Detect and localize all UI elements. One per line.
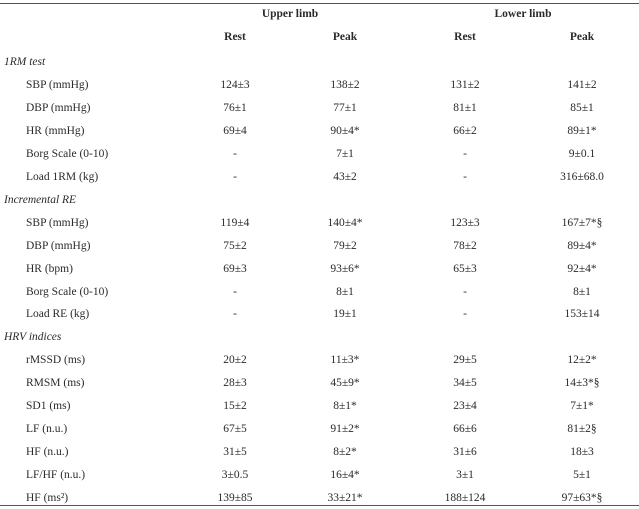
- row-label: Borg Scale (0-10): [26, 147, 109, 160]
- table-row: [0, 258, 639, 280]
- table-cell: 67±5: [223, 423, 247, 436]
- row-label: HR (bpm): [26, 262, 73, 275]
- row-label: SBP (mmHg): [26, 78, 89, 91]
- table-cell: 76±1: [223, 101, 247, 114]
- table-cell: -: [233, 147, 237, 160]
- table-cell: 23±4: [453, 400, 477, 413]
- table-cell: 15±2: [223, 400, 247, 413]
- table-row: [0, 120, 639, 142]
- table-cell: 43±2: [333, 170, 357, 183]
- table-cell: 81±2§: [567, 423, 597, 436]
- table-row: [0, 235, 639, 257]
- table-cell: -: [233, 308, 237, 321]
- row-label: LF (n.u.): [26, 423, 68, 436]
- table-cell: 79±2: [333, 239, 357, 252]
- row-label: HR (mmHg): [26, 124, 85, 137]
- table-cell: 8±2*: [333, 446, 357, 459]
- bottom-rule: [0, 505, 639, 506]
- row-label: SBP (mmHg): [26, 216, 89, 229]
- section-row: [0, 51, 639, 73]
- table-cell: 19±1: [333, 308, 357, 321]
- table-cell: -: [463, 147, 467, 160]
- table-row: [0, 212, 639, 234]
- row-label: HF (ms²): [26, 492, 69, 505]
- table-cell: -: [463, 285, 467, 298]
- row-label: DBP (mmHg): [26, 101, 91, 114]
- table-row: [0, 464, 639, 486]
- row-label: Load RE (kg): [26, 308, 90, 321]
- table-cell: 93±6*: [330, 262, 360, 275]
- table-cell: 7±1*: [570, 400, 594, 413]
- subheader-lower-rest: Rest: [454, 31, 476, 43]
- table-cell: 91±2*: [330, 423, 360, 436]
- table-cell: 97±63*§: [561, 492, 603, 505]
- table-cell: 12±2*: [567, 354, 597, 367]
- row-label: RMSM (ms): [26, 377, 85, 390]
- table-cell: 153±14: [564, 308, 600, 321]
- table-cell: 81±1: [453, 101, 477, 114]
- table-cell: 90±4*: [330, 124, 360, 137]
- table-cell: 78±2: [453, 239, 477, 252]
- table-cell: 66±6: [453, 423, 477, 436]
- group-header-lower-limb: Lower limb: [494, 8, 552, 20]
- row-label: rMSSD (ms): [26, 354, 86, 367]
- table-cell: 34±5: [453, 377, 477, 390]
- table-row: [0, 74, 639, 96]
- table-cell: 141±2: [567, 78, 597, 91]
- table-cell: 124±3: [220, 78, 250, 91]
- subheader-upper-peak: Peak: [332, 31, 358, 43]
- table-cell: 16±4*: [330, 469, 360, 482]
- table-cell: 85±1: [570, 101, 594, 114]
- table-cell: -: [463, 170, 467, 183]
- table-cell: 65±3: [453, 262, 477, 275]
- table-cell: 119±4: [220, 216, 250, 229]
- table-cell: 188±124: [444, 492, 486, 505]
- table-cell: 31±5: [223, 446, 247, 459]
- table-cell: 33±21*: [327, 492, 363, 505]
- table-row: [0, 418, 639, 440]
- table-row: [0, 97, 639, 119]
- table-cell: 3±1: [456, 469, 474, 482]
- table-cell: 14±3*§: [564, 377, 600, 390]
- table-cell: 77±1: [333, 101, 357, 114]
- table-cell: 139±85: [217, 492, 253, 505]
- table-cell: 69±3: [223, 262, 247, 275]
- row-label: Borg Scale (0-10): [26, 285, 109, 298]
- table-row: [0, 395, 639, 417]
- table-row: [0, 303, 639, 325]
- row-label: SD1 (ms): [26, 400, 71, 413]
- subheader-lower-peak: Peak: [569, 31, 595, 43]
- table-cell: 7±1: [336, 147, 354, 160]
- table-cell: 140±4*: [327, 216, 363, 229]
- row-label: HF (n.u.): [26, 446, 69, 459]
- section-title: 1RM test: [4, 56, 46, 68]
- table-cell: 8±1: [573, 285, 591, 298]
- row-label: DBP (mmHg): [26, 239, 91, 252]
- table-cell: 316±68.0: [560, 170, 604, 183]
- table-cell: -: [463, 308, 467, 321]
- table-cell: 8±1*: [333, 400, 357, 413]
- table-cell: 45±9*: [330, 377, 360, 390]
- subheader-upper-rest: Rest: [224, 31, 246, 43]
- table-cell: 5±1: [573, 469, 591, 482]
- table-row: [0, 441, 639, 463]
- table-cell: 66±2: [453, 124, 477, 137]
- top-rule: [0, 3, 639, 4]
- row-label: LF/HF (n.u.): [26, 469, 86, 482]
- table-cell: 11±3*: [330, 354, 360, 367]
- table-cell: -: [233, 170, 237, 183]
- table-cell: 29±5: [453, 354, 477, 367]
- table-cell: 92±4*: [567, 262, 597, 275]
- table-cell: 20±2: [223, 354, 247, 367]
- section-row: [0, 326, 639, 348]
- table-cell: 167±7*§: [561, 216, 603, 229]
- table-cell: 28±3: [223, 377, 247, 390]
- table-row: [0, 281, 639, 303]
- section-row: [0, 189, 639, 211]
- table-cell: 89±4*: [567, 239, 597, 252]
- table-row: [0, 349, 639, 371]
- table-cell: -: [233, 285, 237, 298]
- table-cell: 8±1: [336, 285, 354, 298]
- table-cell: 131±2: [450, 78, 480, 91]
- table-cell: 123±3: [450, 216, 480, 229]
- table-cell: 3±0.5: [221, 469, 249, 482]
- table-row: [0, 166, 639, 188]
- table-row: [0, 372, 639, 394]
- section-title: HRV indices: [4, 331, 62, 344]
- table-cell: 18±3: [570, 446, 594, 459]
- row-label: Load 1RM (kg): [26, 170, 99, 183]
- table-cell: 9±0.1: [568, 147, 596, 160]
- section-title: Incremental RE: [4, 193, 77, 206]
- table-row: [0, 143, 639, 165]
- table-cell: 69±4: [223, 124, 247, 137]
- table-cell: 89±1*: [567, 124, 597, 137]
- table-cell: 31±6: [453, 446, 477, 459]
- group-header-upper-limb: Upper limb: [261, 8, 319, 20]
- table-cell: 138±2: [330, 78, 360, 91]
- table-cell: 75±2: [223, 239, 247, 252]
